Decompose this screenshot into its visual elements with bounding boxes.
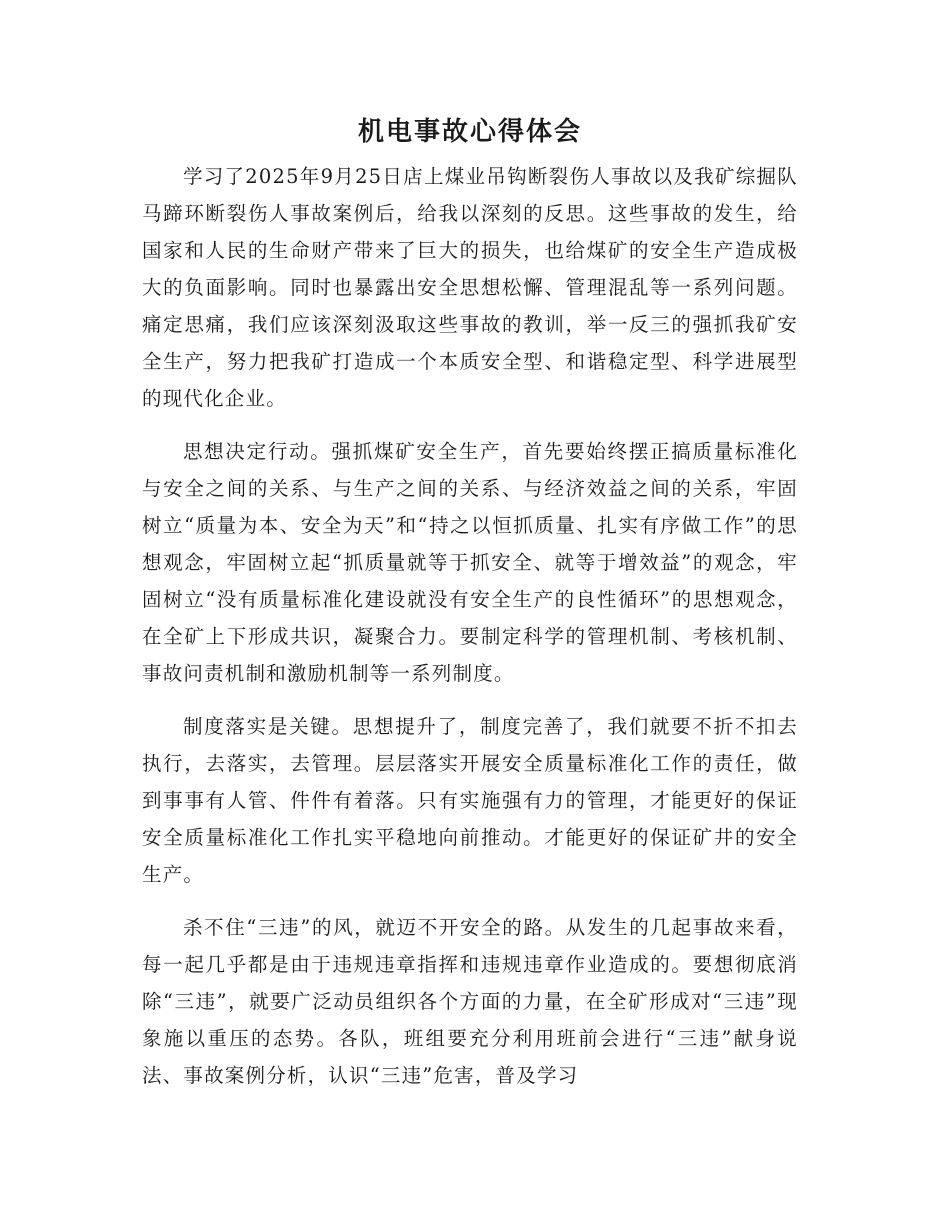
paragraph-4: 杀不住“三违”的风，就迈不开安全的路。从发生的几起事故来看，每一起几乎都是由于违规违章指挥和违规违章作业造成的。要想彻底消除“三违”，就要广泛动员组织各个方面的力量，在全矿形成对“三违”现象施以重压的态势。各队，班组要充分利用班前会进行“三违”献身说法、事故案例分析，认识“三违”危害，普及学习 — [142, 916, 798, 1087]
document-title: 机电事故心得体会 — [357, 117, 582, 147]
document-page — [142, 112, 798, 1110]
paragraph-3: 制度落实是关键。思想提升了，制度完善了，我们就要不折不扣去执行，去落实，去管理。层层落实开展安全质量标准化工作的责任，做到事事有人管、件件有着落。只有实施强有力的管理，才能更好的保证安全质量标准化工作扎实平稳地向前推动。才能更好的保证矿井的安全生产。 — [142, 715, 798, 886]
paragraph-2: 思想决定行动。强抓煤矿安全生产，首先要始终摆正搞质量标准化与安全之间的关系、与生产之间的关系、与经济效益之间的关系，牢固树立“质量为本、安全为天”和“持之以恒抓质量、扎实有序做工作”的思想观念，牢固树立起“抓质量就等于抓安全、就等于增效益”的观念，牢固树立“没有质量标准化建设就没有安全生产的良性循环”的思想观念，在全矿上下形成共识，凝聚合力。要制定科学的管理机制、考核机制、事故问责机制和激励机制等一系列制度。 — [142, 440, 798, 685]
paragraph-1: 学习了2025年9月25日店上煤业吊钩断裂伤人事故以及我矿综掘队马蹄环断裂伤人事故案例后，给我以深刻的反思。这些事故的发生，给国家和人民的生命财产带来了巨大的损失，也给煤矿的安全生产造成极大的负面影响。同时也暴露出安全思想松懈、管理混乱等一系列问题。痛定思痛，我们应该深刻汲取这些事故的教训，举一反三的强抓我矿安全生产，努力把我矿打造成一个本质安全型、和谐稳定型、科学进展型的现代化企业。 — [142, 165, 798, 410]
